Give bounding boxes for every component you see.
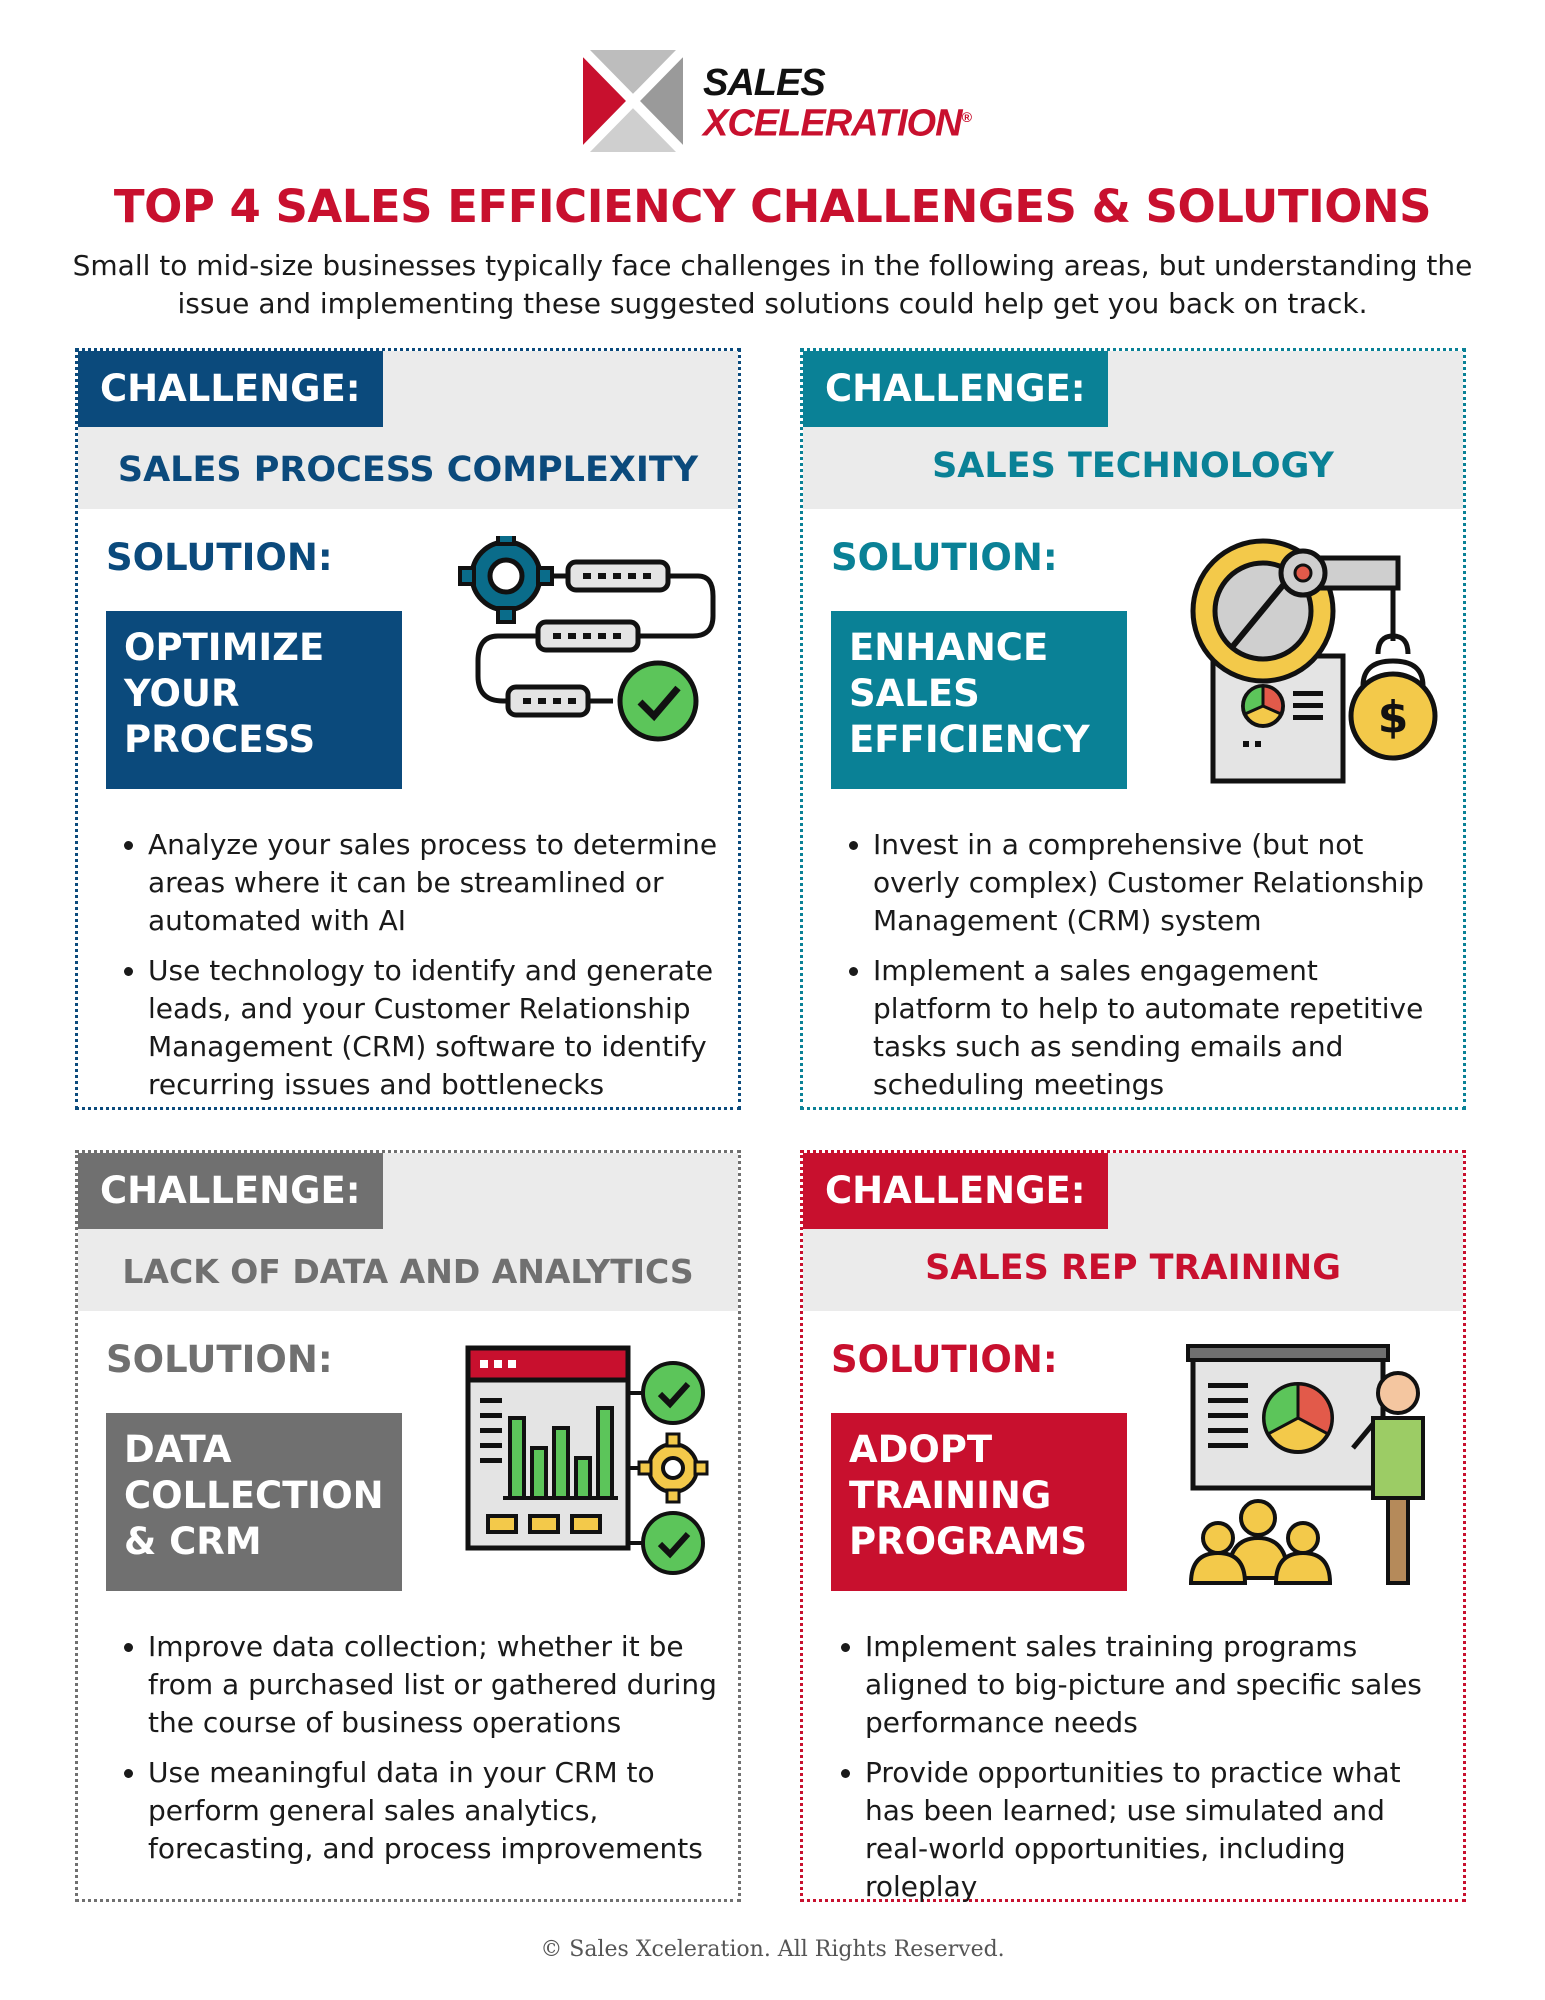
challenge-card-data [75,1150,741,1902]
logo-name-line1: SALES [703,62,825,104]
solution-box: DATA COLLECTION & CRM [106,1413,402,1591]
challenge-name: SALES REP TRAINING [925,1248,1341,1288]
intro-text: Small to mid-size businesses typically face challenges in the following areas, but understanding the issue and implementing these suggested solutions could help get you back on track. [72,249,1473,320]
list-item: • Improve data collection; whether it be from a purchased list or gathered during the course of business operations [148,1628,718,1742]
logo-x-icon [583,50,683,152]
bullet-list [106,1628,718,1880]
bullet-list [823,1628,1443,1918]
bullet-list [831,826,1443,1116]
svg-text:$: $ [1377,692,1409,743]
list-item: • Provide opportunities to practice what has been learned; use simulated and real-world opportunities, including roleplay [865,1754,1443,1906]
solution-label: SOLUTION: [831,536,1058,579]
solution-label: SOLUTION: [831,1338,1058,1381]
list-item: • Implement sales training programs aligned to big-picture and specific sales performance needs [865,1628,1443,1742]
solution-box: ADOPT TRAINING PROGRAMS [831,1413,1127,1591]
challenge-card-technology [800,348,1466,1110]
challenge-tag: CHALLENGE: [803,351,1108,427]
logo-name-line2: XCELERATION® [703,102,971,145]
copyright-footer: © Sales Xceleration. All Rights Reserved. [540,1937,1005,1962]
challenge-card-training [800,1150,1466,1902]
solution-label: SOLUTION: [106,1338,333,1381]
gear-crane-dollar-icon [1183,536,1443,786]
list-item: • Use technology to identify and generate leads, and your Customer Relationship Management (CRM) software to identify recurring issues and bottlenecks [148,952,718,1104]
challenge-tag: CHALLENGE: [803,1153,1108,1229]
solution-box: OPTIMIZE YOUR PROCESS [106,611,402,789]
challenge-tag: CHALLENGE: [78,1153,383,1229]
challenge-tag: CHALLENGE: [78,351,383,427]
solution-box: ENHANCE SALES EFFICIENCY [831,611,1127,789]
dashboard-chart-checks-icon [458,1338,718,1588]
bullet-list [106,826,718,1116]
challenge-name: SALES TECHNOLOGY [932,446,1334,486]
brand-logo [583,50,983,160]
list-item: • Analyze your sales process to determine areas where it can be streamlined or automated with AI [148,826,718,940]
list-item: • Implement a sales engagement platform to help to automate repetitive tasks such as sending emails and scheduling meetings [873,952,1443,1104]
process-flow-gear-check-icon [458,536,718,786]
challenge-name: SALES PROCESS COMPLEXITY [117,450,699,490]
list-item: • Invest in a comprehensive (but not overly complex) Customer Relationship Management (CRM) system [873,826,1443,940]
list-item: • Use meaningful data in your CRM to perform general sales analytics, forecasting, and process improvements [148,1754,718,1868]
page-title: TOP 4 SALES EFFICIENCY CHALLENGES & SOLUTIONS [113,180,1432,233]
solution-label: SOLUTION: [106,536,333,579]
presentation-audience-icon [1183,1338,1443,1588]
challenge-name: LACK OF DATA AND ANALYTICS [122,1252,694,1291]
challenge-card-process [75,348,741,1110]
